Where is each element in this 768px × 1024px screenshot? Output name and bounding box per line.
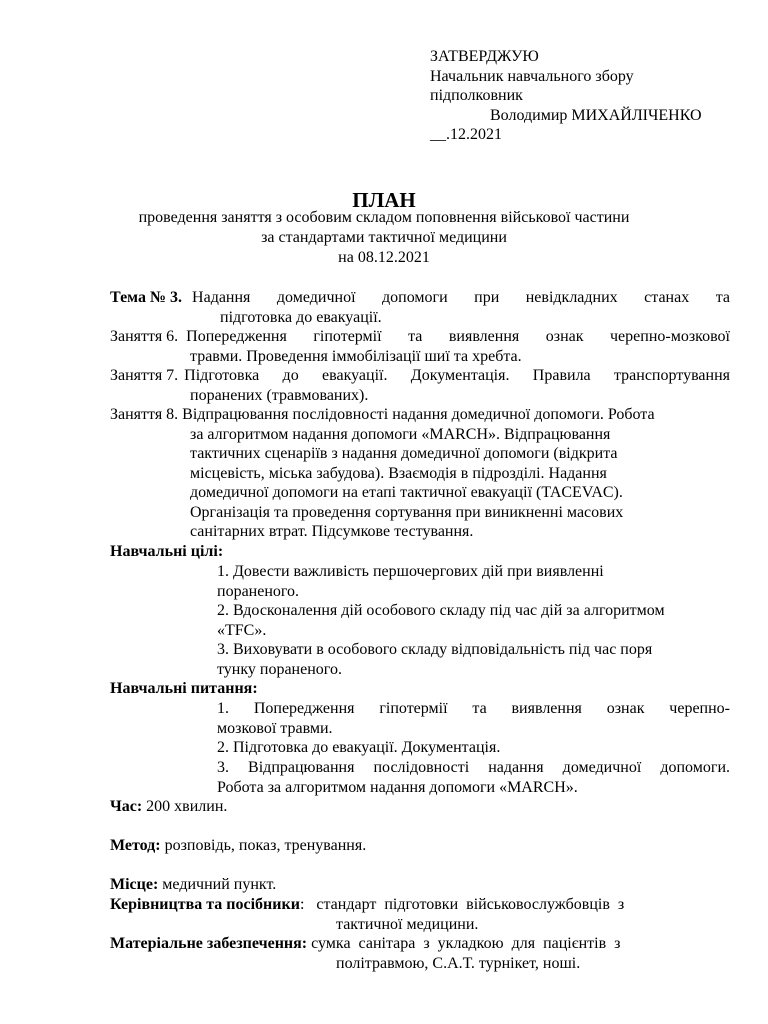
time-field [110, 797, 730, 817]
question-1-line-1: 1. Попередження гіпотермії та виявлення ознак черепно- [217, 700, 730, 717]
goals-heading [110, 542, 730, 562]
questions-heading-text: Навчальні питання: [110, 680, 258, 697]
place-field [110, 875, 730, 895]
topic [110, 288, 730, 327]
method-value: розповідь, показ, тренування. [164, 837, 367, 854]
subtitle-line-1: проведення заняття з особовим складом поповнення військової частини [138, 209, 630, 226]
method-label: Метод: [110, 837, 161, 854]
approval-position: Начальник навчального збору [430, 67, 634, 85]
lesson-8-line-1: Відпрацювання послідовності надання домедичної допомоги. Робота [182, 406, 655, 423]
approval-rank: підполковник [430, 87, 523, 104]
topic-line-2: підготовка до евакуації. [220, 308, 382, 326]
lesson-7-label: Заняття 7. [110, 367, 179, 384]
questions-heading [110, 679, 730, 699]
topic-line-1: Надання домедичної допомоги при невідкладних станах та [192, 289, 730, 306]
supply-field [110, 934, 730, 973]
lesson-8-line-2: за алгоритмом надання допомоги «MARCH». Відпрацювання [190, 425, 611, 443]
goal-item-1 [217, 562, 730, 601]
topic-label: Тема № 3. [110, 289, 183, 306]
lesson-7 [110, 366, 730, 405]
goal-item-3 [217, 640, 730, 679]
lesson-8-line-6: Організація та проведення сортування при виникненні масових [190, 503, 624, 521]
approval-heading: ЗАТВЕРДЖУЮ [430, 48, 539, 65]
time-label: Час: [110, 798, 143, 815]
place-value: медичний пункт. [162, 876, 277, 893]
lesson-8-line-7: санітарних втрат. Підсумкове тестування. [190, 523, 474, 540]
goal-item-2 [217, 601, 730, 640]
goal-1-line-1: 1. Довести важливість першочергових дій при виявленні [217, 563, 604, 580]
goal-3-line-1: 3. Виховувати в особового складу відповідальність під час поря [217, 641, 653, 658]
approval-signer: Володимир МИХАЙЛІЧЕНКО [490, 106, 702, 124]
question-3-line-1: 3. Відпрацювання послідовності надання домедичної допомоги. [217, 759, 730, 776]
lesson-6-line-1: Попередження гіпотермії та виявлення ознак черепно-мозкової [186, 328, 730, 345]
subtitle-line-2: за стандартами тактичної медицини [261, 229, 507, 246]
guides-field [110, 895, 730, 934]
subtitle-line-3: на 08.12.2021 [338, 249, 430, 266]
lesson-8-line-3: тактичних сценаріїв з надання домедичної допомоги (відкрита [190, 445, 618, 462]
lesson-7-line-2: поранених (травмованих). [190, 386, 369, 404]
lesson-8-line-4: місцевість, міська забудова). Взаємодія в підрозділі. Надання [190, 464, 607, 482]
supply-label: Матеріальне забезпечення: [110, 935, 308, 952]
approval-block [430, 47, 750, 145]
lesson-7-line-1: Підготовка до евакуації. Документація. Правила транспортування [184, 367, 730, 384]
goal-3-line-2: тунку пораненого. [217, 660, 342, 678]
lesson-8 [110, 405, 730, 542]
question-1-line-2: мозкової травми. [217, 719, 333, 737]
question-item-1 [217, 699, 730, 738]
guides-label: Керівництва та посібники [110, 896, 300, 913]
question-item-2 [217, 738, 730, 758]
goal-2-line-1: 2. Вдосконалення дій особового складу під час дій за алгоритмом [217, 602, 665, 619]
lesson-6-line-2: травми. Проведення іммобілізації шиї та хребта. [190, 347, 522, 365]
goals-heading-text: Навчальні цілі: [110, 543, 224, 560]
method-field [110, 836, 730, 856]
goal-1-line-2: пораненого. [217, 582, 300, 600]
guides-line-1: : стандарт підготовки військовослужбовців з [299, 896, 625, 913]
guides-line-2: тактичної медицини. [336, 915, 479, 933]
time-value: 200 хвилин. [146, 798, 228, 815]
goal-2-line-2: «TFC». [217, 621, 267, 639]
question-item-3 [217, 758, 730, 797]
document-title: ПЛАН [352, 188, 416, 212]
place-label: Місце: [110, 876, 159, 893]
lesson-8-label: Заняття 8. [110, 406, 179, 423]
supply-line-1: сумка санітара з укладкою для пацієнтів з [311, 935, 621, 952]
supply-line-2: політравмою, С.А.Т. турнікет, ноші. [336, 954, 581, 972]
lesson-8-line-5: домедичної допомоги на етапі тактичної евакуації (TACEVAC). [190, 484, 623, 501]
question-3-line-2: Робота за алгоритмом надання допомоги «MARCH». [217, 778, 578, 796]
lesson-6-label: Заняття 6. [110, 328, 179, 345]
approval-date: __.12.2021 [430, 126, 502, 143]
lesson-6 [110, 327, 730, 366]
question-2-line-1: 2. Підготовка до евакуації. Документація. [217, 739, 501, 756]
